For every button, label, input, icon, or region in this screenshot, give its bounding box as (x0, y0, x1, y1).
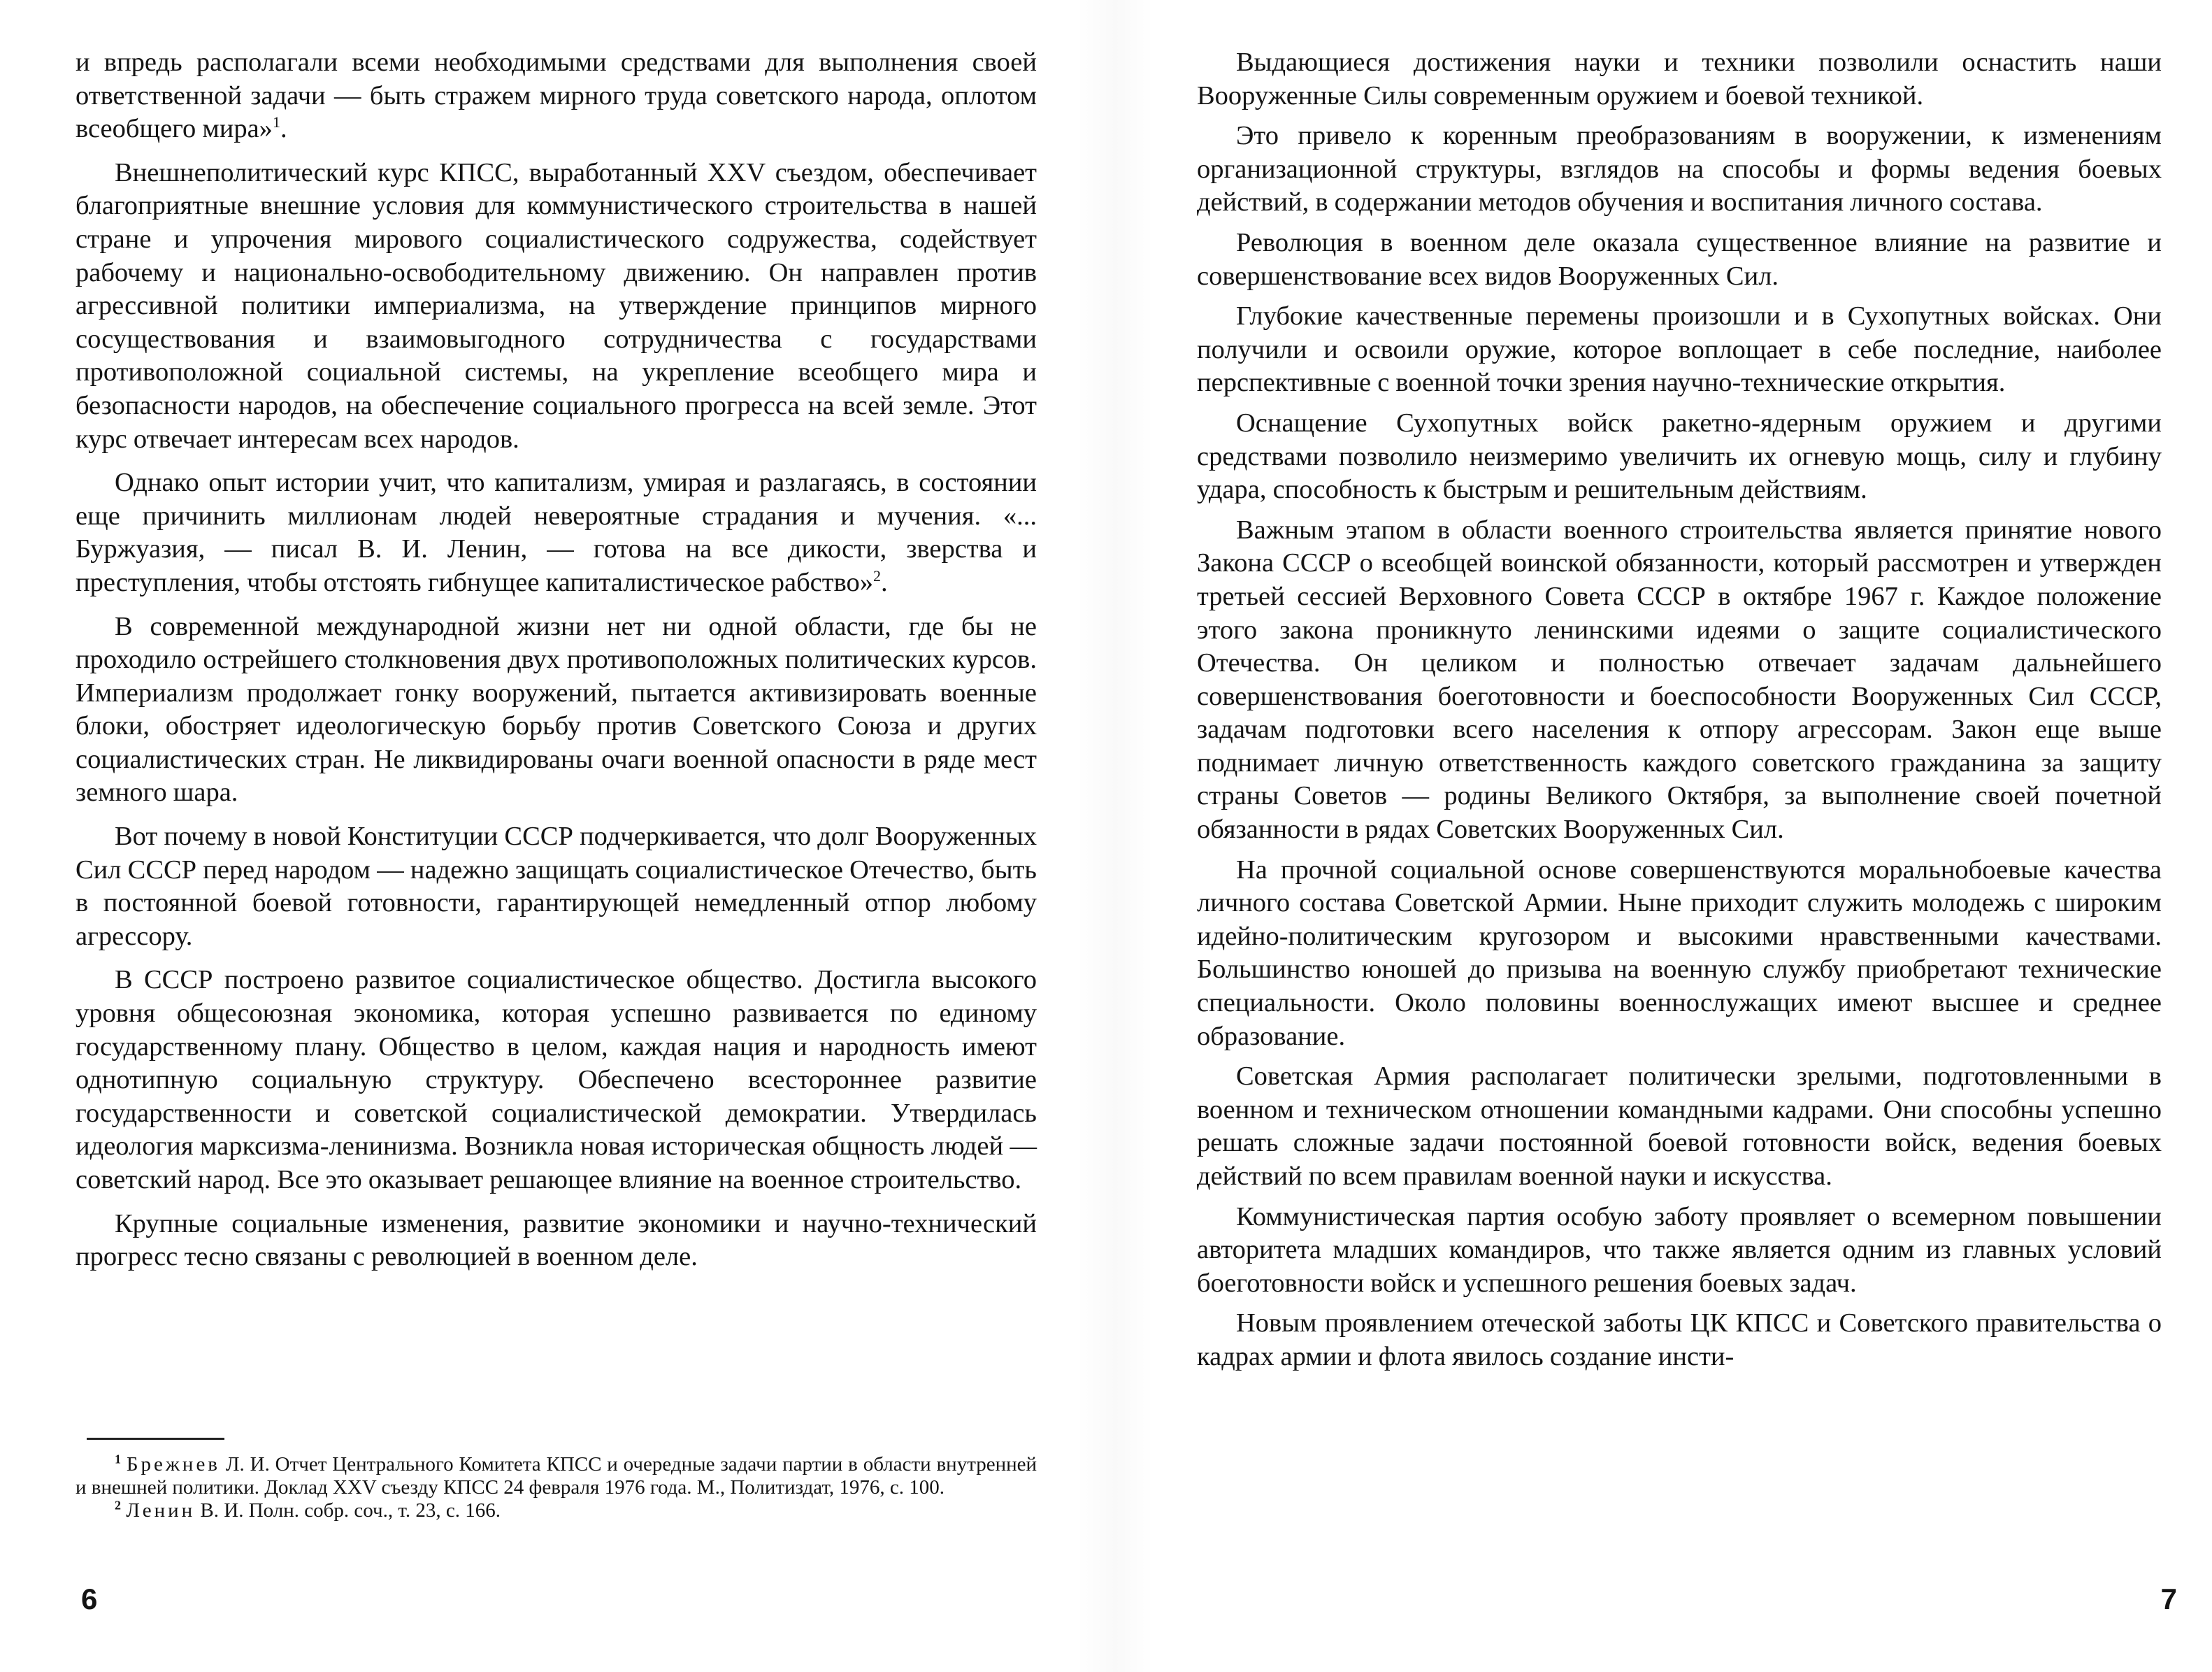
footnote-author: Ленин (126, 1499, 196, 1522)
paragraph: Глубокие качественные перемены произошли и в Сухопутных войсках. Они получили и освоили оружие, которое воплощает в себе последние, наиболее перспективные с военной точки зрения научно-технические открытия. (1197, 301, 2162, 398)
paragraph: На прочной социальной основе совершенствуются моральнобоевые качества личного состава Советской Армии. Ныне приходит служить молодежь с широким идейно-политическим кругозором и высокими нравственными качествами. Большинство юношей до призыва на военную службу приобретают технические специальности. Около половины военнослужащих имеют высшее и среднее образование. (1197, 855, 2162, 1051)
paragraph: Это привело к коренным преобразованиям в вооружении, к изменениям организационной структуры, взглядов на способы и формы ведения боевых действий, в содержании методов обучения и воспитания личного состава. (1197, 121, 2162, 217)
footnote-reference[interactable]: 2 (873, 567, 881, 585)
footnote (76, 1499, 1037, 1522)
paragraph: В современной международной жизни нет ни одной области, где бы не проходило острейшего столкновения двух противоположных политических курсов. Империализм продолжает гонку вооружений, пытается активизировать военные блоки, обостряет идеологическую борьбу против Советского Союза и других социалистических стран. Не ликвидированы очаги военной опасности в ряде мест земного шара. (76, 611, 1037, 808)
paragraph: Вот почему в новой Конституции СССР подчеркивается, что долг Вооруженных Сил СССР перед народом — надежно защищать социалистическое Отечество, быть в постоянной боевой готовности, гарантирующей немедленный отпор любому агрессору. (76, 822, 1037, 951)
paragraph: Выдающиеся достижения науки и техники позволили оснастить наши Вооруженные Силы современным оружием и боевой техникой. (1197, 48, 2162, 110)
paragraph: Оснащение Сухопутных войск ракетно-ядерным оружием и другими средствами позволило неизмеримо увеличить их огневую мощь, силу и глубину удара, способность к быстрым и решительным действиям. (1197, 408, 2162, 505)
paragraph: В СССР построено развитое социалистическое общество. Достигла высокого уровня общесоюзная экономика, которая успешно развивается по единому государственному плану. Общество в целом, каждая нация и народность имеют однотипную социальную структуру. Обеспечено всестороннее развитие государственности и советской социалистической демократии. Утвердилась идеология марксизма-ленинизма. Возникла новая историческая общность людей — советский народ. Все это оказывает решающее влияние на военное строительство. (76, 965, 1037, 1194)
paragraph: Крупные социальные изменения, развитие экономики и научно-технический прогресс тесно связаны с революцией в военном деле. (76, 1208, 1037, 1272)
book-gutter (1077, 0, 1154, 1672)
footnote-reference[interactable]: 1 (272, 113, 280, 131)
paragraph: Внешнеполитический курс КПСС, выработанный XXV съездом, обеспечивает благоприятные внешние условия для коммунистического строительства в нашей стране и упрочения мирового социалистического содружества, содействует рабочему и национально-освободительному движению. Он направлен против агрессивной политики империализма, на утверждение принципов мирного сосуществования и взаимовыгодного сотрудничества с государствами противоположной социальной системы, на укрепление всеобщего мира и безопасности народов, на обеспечение социального прогресса на всей земле. Этот курс отвечает интересам всех народов. (76, 157, 1037, 454)
footnote-marker: 1 (115, 1452, 121, 1466)
footnote-divider (87, 1438, 224, 1440)
footnote-text: В. И. Полн. собр. соч., т. 23, с. 166. (200, 1499, 501, 1522)
footnote (76, 1453, 1037, 1499)
paragraph: Советская Армия располагает политически зрелыми, подготовленными в военном и техническом отношении командными кадрами. Они способны успешно решать сложные задачи постоянной боевой готовности войск, ведения боевых действий по всем правилам военной науки и искусства. (1197, 1062, 2162, 1191)
paragraph: Революция в военном деле оказала существенное влияние на развитие и совершенствование всех видов Вооруженных Сил. (1197, 227, 2162, 291)
footnote-text: Л. И. Отчет Центрального Комитета КПСС и очередные задачи партии в области внутренней и внешней политики. Доклад XXV съезду КПСС 24 февраля 1976 года. М., Политиздат, 1976, с. 100. (76, 1453, 1037, 1499)
page-number: 6 (81, 1582, 98, 1615)
paragraph: Однако опыт истории учит, что капитализм, умирая и разлагаясь, в состоянии еще причинить миллионам людей невероятные страдания и мучения. «... Буржуазия, — писал В. И. Ленин, — готова на все дикости, зверства и преступления, чтобы отстоять гибнущее капиталистическое рабство»$^2$. (76, 468, 1037, 597)
paragraph: Важным этапом в области военного строительства является принятие нового Закона СССР о всеобщей воинской обязанности, который рассмотрен и утвержден третьей сессией Верховного Совета СССР в октябре 1967 г. Каждое положение этого закона проникнуто ленинскими идеями о защите социалистического Отечества. Он целиком и полностью отвечает задачам дальнейшего совершенствования боеготовности и боеспособности Вооруженных Сил СССР, задачам подготовки всего населения к отпору агрессорам. Закон еще выше поднимает личную ответственность каждого советского гражданина за защиту страны Советов — родины Великого Октября, за выполнение своей почетной обязанности в рядах Советских Вооруженных Сил. (1197, 515, 2162, 845)
paragraph: и впредь располагали всеми необходимыми средствами для выполнения своей ответственной задачи — быть стражем мирного труда советского народа, оплотом всеобщего мира»$^1$. (76, 48, 1037, 144)
left-page-body (76, 46, 1037, 1274)
footnote-marker: 2 (115, 1498, 121, 1513)
paragraph: Коммунистическая партия особую заботу проявляет о всемерном повышении авторитета младших командиров, что также является одним из главных условий боеготовности войск и успешного решения боевых задач. (1197, 1201, 2162, 1298)
paragraph: Новым проявлением отеческой заботы ЦК КПСС и Советского правительства о кадрах армии и флота явилось создание инсти- (1197, 1308, 2162, 1371)
right-page-body (1197, 46, 2162, 1374)
footnotes (76, 1453, 1037, 1522)
page-number: 7 (2160, 1582, 2177, 1615)
footnote-author: Брежнев (126, 1453, 221, 1475)
